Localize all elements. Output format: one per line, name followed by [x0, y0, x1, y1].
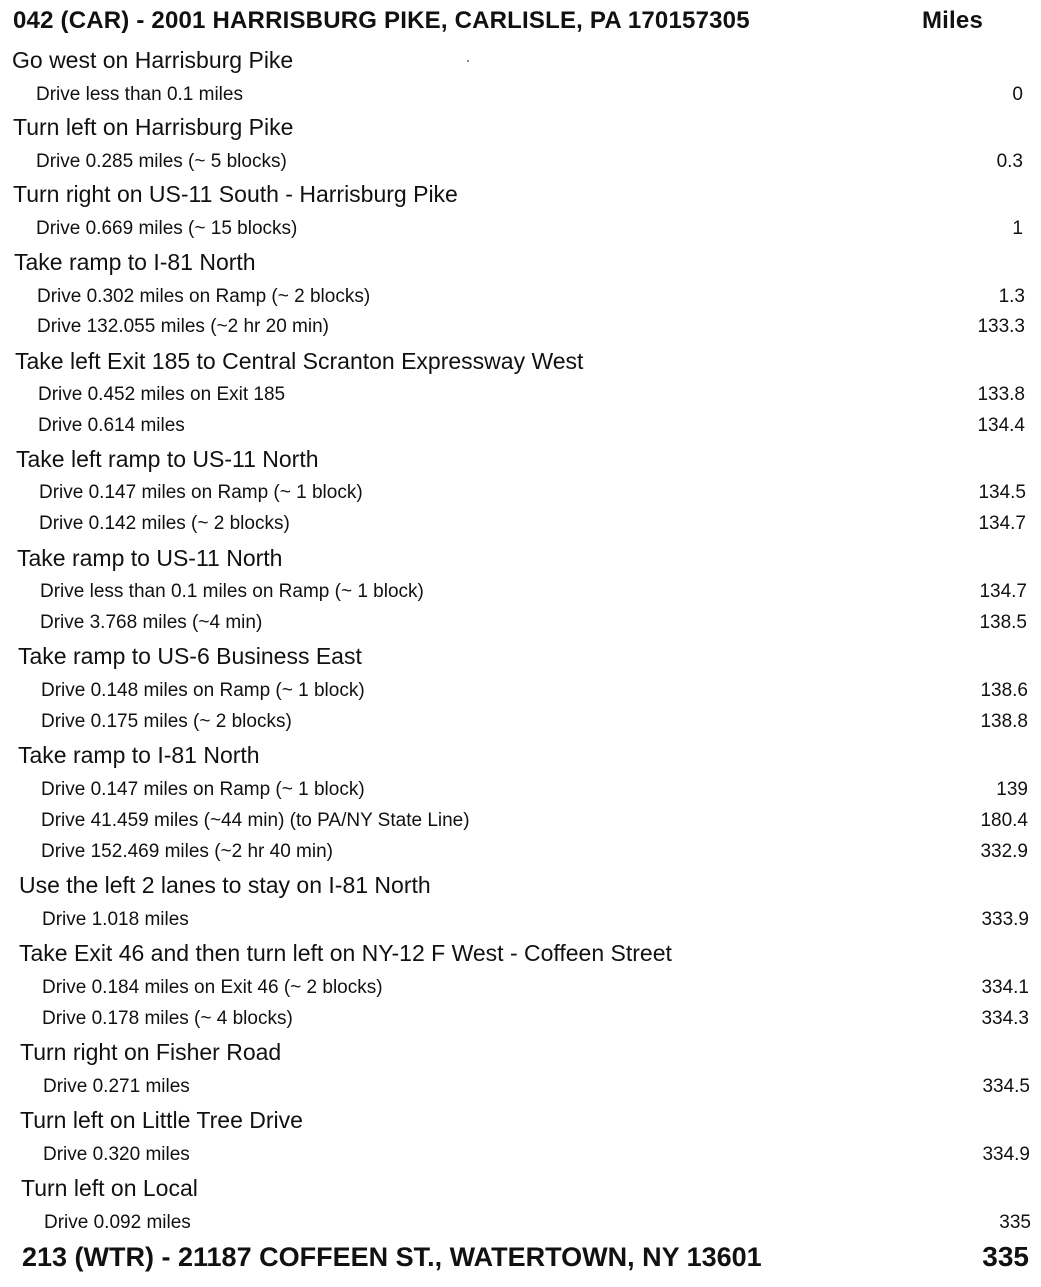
drive-text: Drive 0.142 miles (~ 2 blocks)	[39, 513, 290, 534]
step-instruction: Turn left on Local	[21, 1175, 198, 1201]
step-instruction: Take ramp to I-81 North	[14, 249, 256, 275]
drive-text: Drive 132.055 miles (~2 hr 20 min)	[37, 316, 329, 337]
step-instruction: Take ramp to US-6 Business East	[18, 643, 362, 669]
step-instruction: Turn right on US-11 South - Harrisburg Pike	[13, 181, 458, 207]
drive-text: Drive 0.302 miles on Ramp (~ 2 blocks)	[37, 286, 371, 307]
drive-text: Drive 0.148 miles on Ramp (~ 1 block)	[41, 680, 365, 701]
drive-miles: 334.1	[981, 977, 1029, 998]
drive-text: Drive 0.669 miles (~ 15 blocks)	[36, 218, 298, 239]
drive-miles: 334.9	[982, 1144, 1030, 1165]
drive-miles: 133.3	[977, 316, 1025, 337]
drive-miles: 138.5	[979, 612, 1027, 633]
drive-text: Drive 0.320 miles	[43, 1144, 190, 1165]
step-instruction: Turn left on Little Tree Drive	[20, 1107, 303, 1133]
step-instruction: Take left Exit 185 to Central Scranton Expressway West	[15, 348, 584, 374]
drive-text: Drive 0.614 miles	[38, 415, 185, 436]
drive-miles: 0.3	[996, 151, 1023, 172]
drive-miles: 138.8	[980, 711, 1028, 732]
drive-text: Drive 3.768 miles (~4 min)	[40, 612, 263, 633]
drive-miles: 333.9	[981, 909, 1029, 930]
drive-miles: 335	[999, 1212, 1031, 1233]
drive-miles: 1	[1012, 218, 1023, 239]
drive-text: Drive 0.285 miles (~ 5 blocks)	[36, 151, 287, 172]
step-instruction: Take left ramp to US-11 North	[16, 446, 319, 472]
drive-text: Drive 0.147 miles on Ramp (~ 1 block)	[41, 779, 365, 800]
destination-footer: 213 (WTR) - 21187 COFFEEN ST., WATERTOWN, NY 13601	[22, 1242, 762, 1272]
step-instruction: Take ramp to US-11 North	[17, 545, 283, 571]
drive-text: Drive less than 0.1 miles	[36, 84, 243, 105]
drive-miles: 332.9	[980, 841, 1028, 862]
drive-text: Drive 41.459 miles (~44 min) (to PA/NY State Line)	[41, 810, 470, 831]
drive-text: Drive 0.092 miles	[44, 1212, 191, 1233]
drive-miles: 134.7	[979, 581, 1027, 602]
miles-column-header: Miles	[921, 7, 983, 34]
drive-text: Drive 0.271 miles	[43, 1076, 190, 1097]
step-instruction: Take ramp to I-81 North	[18, 742, 260, 768]
drive-miles: 138.6	[980, 680, 1028, 701]
origin-header: 042 (CAR) - 2001 HARRISBURG PIKE, CARLISLE, PA 170157305	[13, 7, 750, 34]
drive-miles: 134.7	[978, 513, 1026, 534]
drive-miles: 1.3	[998, 286, 1025, 307]
step-instruction: Turn left on Harrisburg Pike	[13, 114, 294, 140]
step-instruction: Go west on Harrisburg Pike	[12, 47, 294, 73]
drive-miles: 134.4	[977, 415, 1025, 436]
drive-miles: 180.4	[980, 810, 1028, 831]
step-instruction: Turn right on Fisher Road	[20, 1039, 282, 1065]
drive-miles: 0	[1012, 84, 1023, 105]
drive-text: Drive 1.018 miles	[42, 909, 189, 930]
drive-text: Drive 0.184 miles on Exit 46 (~ 2 blocks)	[42, 977, 383, 998]
drive-text: Drive 0.175 miles (~ 2 blocks)	[41, 711, 292, 732]
drive-miles: 134.5	[978, 482, 1026, 503]
drive-miles: 334.3	[981, 1008, 1029, 1029]
drive-text: Drive less than 0.1 miles on Ramp (~ 1 block)	[40, 581, 424, 602]
step-instruction: Use the left 2 lanes to stay on I-81 North	[19, 872, 431, 898]
drive-miles: 334.5	[982, 1076, 1030, 1097]
scan-speck	[467, 60, 469, 62]
drive-text: Drive 0.178 miles (~ 4 blocks)	[42, 1008, 293, 1029]
step-instruction: Take Exit 46 and then turn left on NY-12 F West - Coffeen Street	[19, 940, 672, 966]
drive-text: Drive 0.452 miles on Exit 185	[38, 384, 286, 405]
drive-text: Drive 152.469 miles (~2 hr 40 min)	[41, 841, 333, 862]
drive-miles: 133.8	[977, 384, 1025, 405]
total-miles: 335	[982, 1241, 1029, 1272]
drive-miles: 139	[996, 779, 1028, 800]
drive-text: Drive 0.147 miles on Ramp (~ 1 block)	[39, 482, 363, 503]
